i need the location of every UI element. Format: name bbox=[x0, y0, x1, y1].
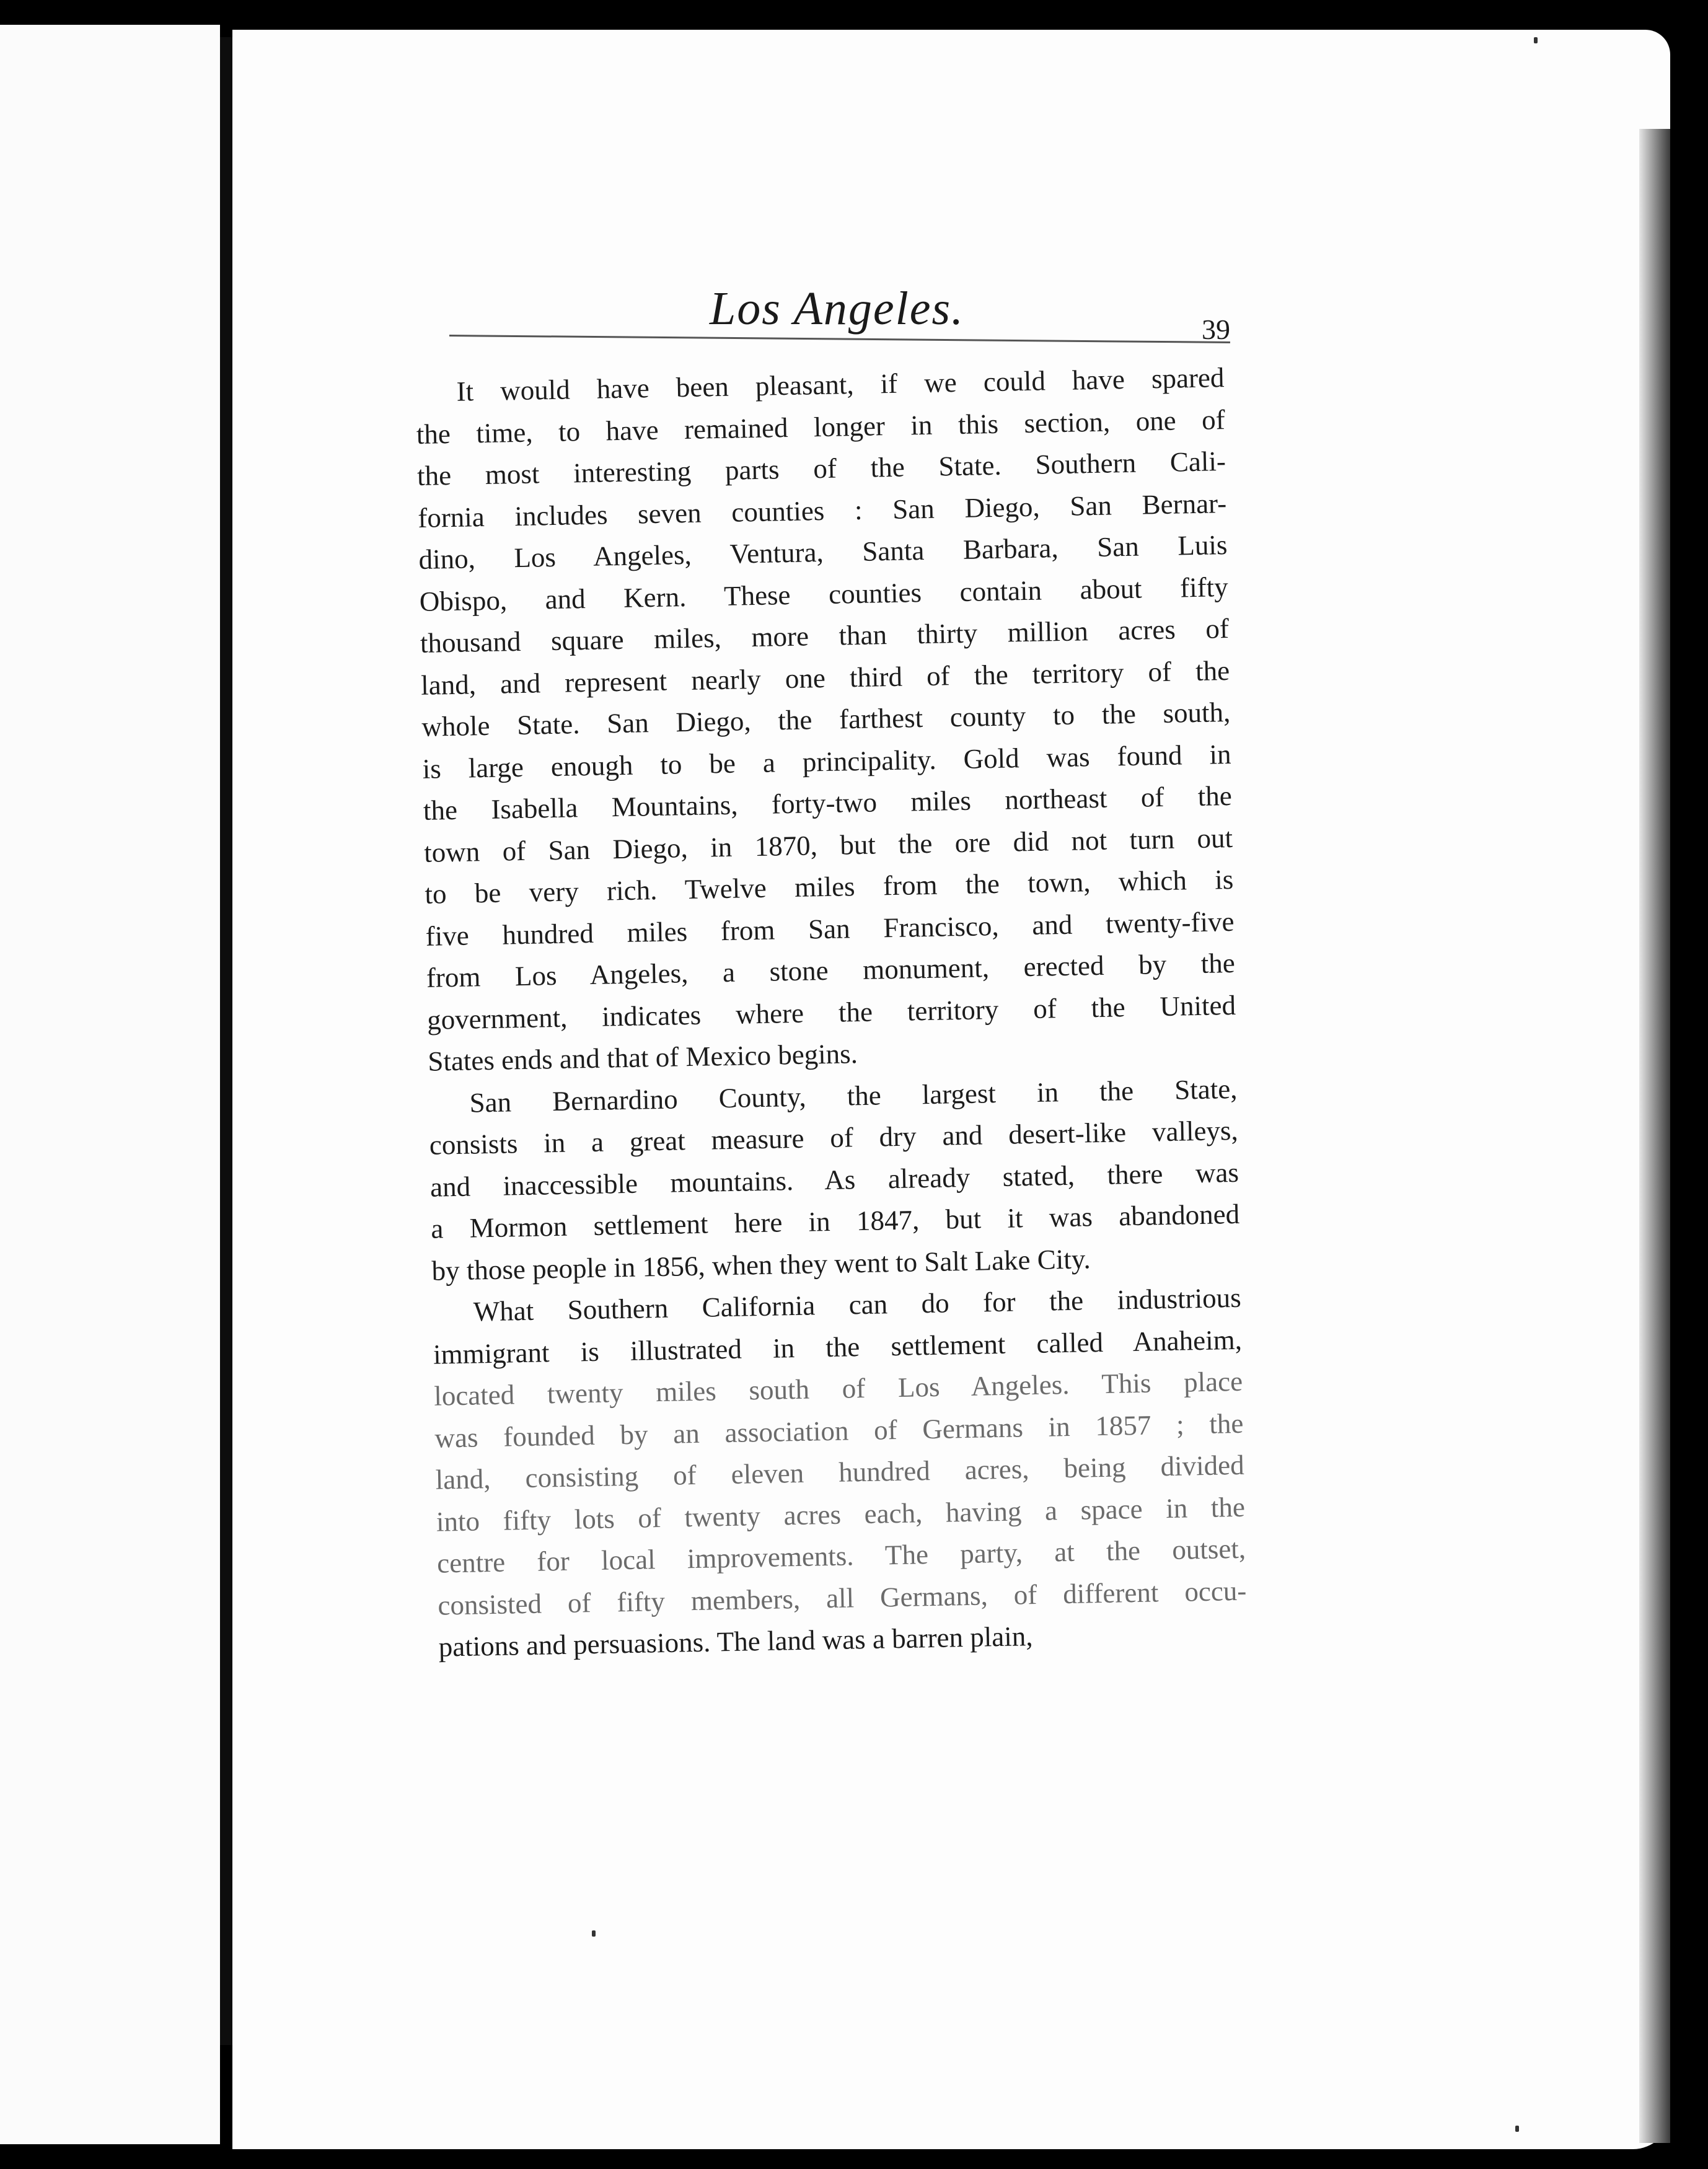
text-line: land, consisting of eleven hundred acres, being divided bbox=[435, 1449, 1245, 1495]
text-line: centre for local improvements. The party, at the outset, bbox=[436, 1533, 1246, 1579]
text-line: immigrant is illustrated in the settlement called Anaheim, bbox=[433, 1324, 1243, 1370]
page-header bbox=[449, 282, 1230, 356]
text-line: and inaccessible mountains. As already stated, there was bbox=[429, 1156, 1239, 1203]
paragraph bbox=[415, 357, 1237, 1083]
text-line: a Mormon settlement here in 1847, but it was abandoned bbox=[430, 1198, 1240, 1244]
text-line: five hundred miles from San Francisco, and twenty-five bbox=[425, 905, 1235, 952]
text-line: consisted of fifty members, all Germans, of different occu- bbox=[438, 1575, 1247, 1621]
scan-speck bbox=[1515, 2126, 1519, 2132]
text-line: What Southern California can do for the industrious bbox=[473, 1282, 1242, 1327]
text-line: thousand square miles, more than thirty million acres of bbox=[420, 613, 1230, 659]
text-line: States ends and that of Mexico begins. bbox=[427, 1038, 858, 1077]
running-title: Los Angeles. bbox=[710, 283, 965, 335]
text-line: It would have been pleasant, if we could have spared bbox=[456, 362, 1225, 407]
header-rule bbox=[449, 335, 1230, 343]
page-number: 39 bbox=[1202, 314, 1230, 345]
text-line: by those people in 1856, when they went to Salt Lake City. bbox=[431, 1243, 1091, 1287]
body-text bbox=[415, 357, 1248, 1668]
paragraph bbox=[432, 1277, 1248, 1668]
text-line: dino, Los Angeles, Ventura, Santa Barbara, San Luis bbox=[418, 529, 1228, 575]
text-line: is large enough to be a principality. Gold was found in bbox=[422, 738, 1231, 785]
text-line: fornia includes seven counties : San Diego, San Bernar- bbox=[417, 487, 1227, 534]
book-gutter bbox=[220, 37, 234, 2045]
text-line: to be very rich. Twelve miles from the town, which is bbox=[424, 863, 1234, 910]
text-line: land, and represent nearly one third of the territory of the bbox=[420, 654, 1230, 701]
scan-speck bbox=[592, 1930, 596, 1937]
text-line: whole State. San Diego, the farthest county to the south, bbox=[421, 696, 1231, 742]
text-line: government, indicates where the territory of the United bbox=[426, 989, 1236, 1036]
facing-page-edge bbox=[0, 25, 220, 2144]
paragraph bbox=[428, 1068, 1241, 1291]
text-line: the most interesting parts of the State. Southern Cali- bbox=[416, 446, 1226, 491]
text-line: from Los Angeles, a stone monument, erected by the bbox=[426, 947, 1236, 993]
text-line: the time, to have remained longer in this section, one of bbox=[416, 403, 1226, 450]
text-line: the Isabella Mountains, forty-two miles northeast of the bbox=[423, 780, 1233, 826]
text-line: into fifty lots of twenty acres each, having a space in the bbox=[436, 1491, 1246, 1538]
text-line: town of San Diego, in 1870, but the ore did not turn out bbox=[423, 822, 1233, 868]
text-line: located twenty miles south of Los Angeles. This place bbox=[433, 1365, 1243, 1412]
scan-speck bbox=[1534, 37, 1538, 43]
text-line: San Bernardino County, the largest in the State, bbox=[469, 1073, 1238, 1119]
text-line: was founded by an association of Germans in 1857 ; the bbox=[434, 1407, 1244, 1454]
text-line: pations and persuasions. The land was a barren plain, bbox=[438, 1621, 1033, 1663]
page-edge-shadow bbox=[1639, 129, 1670, 2143]
text-line: consists in a great measure of dry and desert-like valleys, bbox=[429, 1114, 1239, 1161]
text-line: Obispo, and Kern. These counties contain about fifty bbox=[419, 571, 1229, 617]
